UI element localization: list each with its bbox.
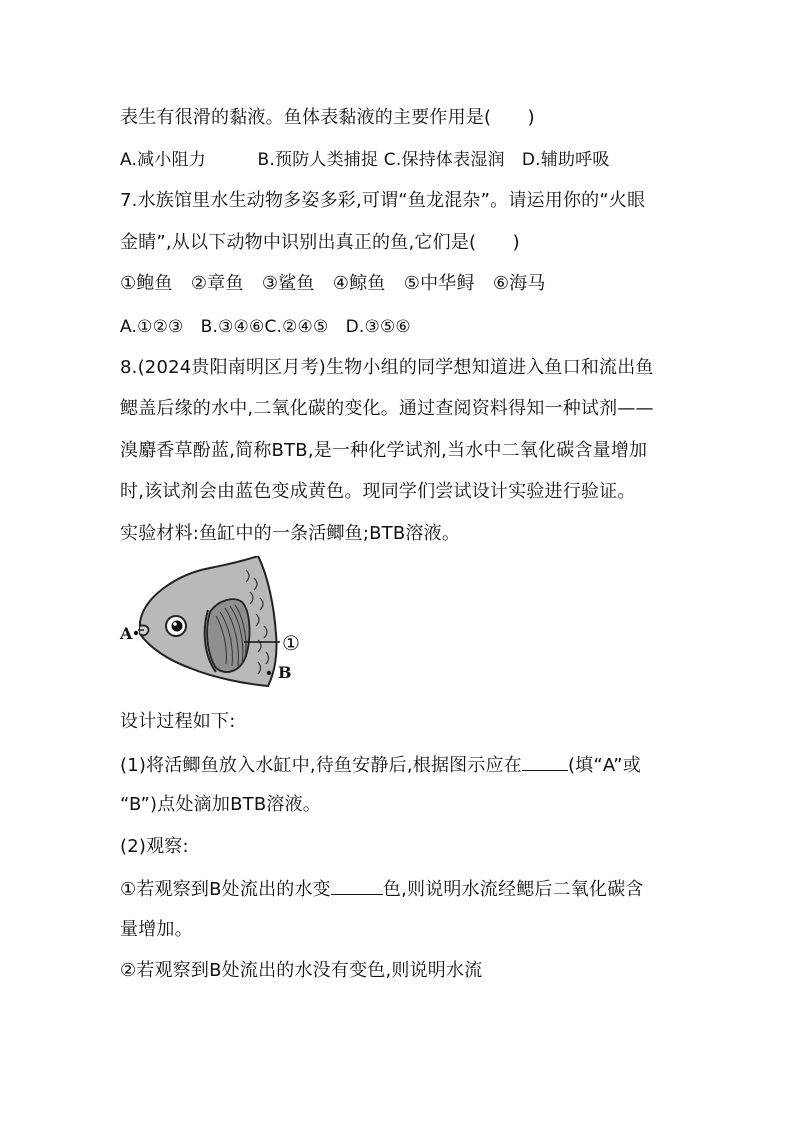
answer-blank-point[interactable] [522, 752, 568, 771]
design-process-title: 设计过程如下: [120, 711, 236, 732]
fish-head-figure [118, 556, 318, 688]
step-1-line-1 [120, 752, 641, 778]
answer-blank-color[interactable] [331, 876, 383, 895]
question-6-stem: 表生有很滑的黏液。鱼体表黏液的主要作用是( ) [120, 107, 535, 128]
question-8-stem-line-4: 时,该试剂会由蓝色变成黄色。现同学们尝试设计实验进行验证。 [120, 481, 636, 502]
question-8-stem-line-2: 鳃盖后缘的水中,二氧化碳的变化。通过查阅资料得知一种试剂—— [120, 398, 654, 419]
observation-1-line-2: 量增加。 [120, 919, 193, 940]
question-7-stem-line-1: 7.水族馆里水生动物多姿多彩,可谓“鱼龙混杂”。请运用你的“火眼 [120, 190, 646, 211]
point-b-label: B [278, 663, 292, 682]
observation-1-line-1 [120, 876, 644, 902]
step-1-text-b: (填“A”或 [567, 755, 641, 776]
fish-head-illustration [118, 556, 318, 688]
question-8-stem-line-3: 溴麝香草酚蓝,简称BTB,是一种化学试剂,当水中二氧化碳含量增加 [120, 440, 648, 461]
question-8-materials: 实验材料:鱼缸中的一条活鲫鱼;BTB溶液。 [120, 523, 461, 544]
observation-1-text-a: ①若观察到B处流出的水变 [120, 879, 331, 900]
step-2-title: (2)观察: [120, 836, 189, 857]
question-6-options: A.减小阻力 B.预防人类捕捉 C.保持体表湿润 D.辅助呼吸 [120, 150, 610, 170]
question-8-stem-line-1: 8.(2024贵阳南明区月考)生物小组的同学想知道进入鱼口和流出鱼 [120, 357, 654, 378]
question-7-stem-line-2: 金睛”,从以下动物中识别出真正的鱼,它们是( ) [120, 232, 520, 253]
step-1-text-a: (1)将活鲫鱼放入水缸中,待鱼安静后,根据图示应在 [120, 755, 522, 776]
point-a-label: A [120, 624, 133, 643]
observation-2-line: ②若观察到B处流出的水没有变色,则说明水流 [120, 960, 483, 981]
observation-1-text-b: 色,则说明水流经鳃后二氧化碳含 [382, 879, 644, 900]
step-1-line-2: “B”)点处滴加BTB溶液。 [120, 794, 321, 815]
question-7-animal-list: ①鲍鱼 ②章鱼 ③鲨鱼 ④鲸鱼 ⑤中华鲟 ⑥海马 [120, 273, 546, 294]
question-7-options: A.①②③ B.③④⑥C.②④⑤ D.③⑤⑥ [120, 317, 411, 337]
gill-marker-label: ① [282, 631, 300, 655]
